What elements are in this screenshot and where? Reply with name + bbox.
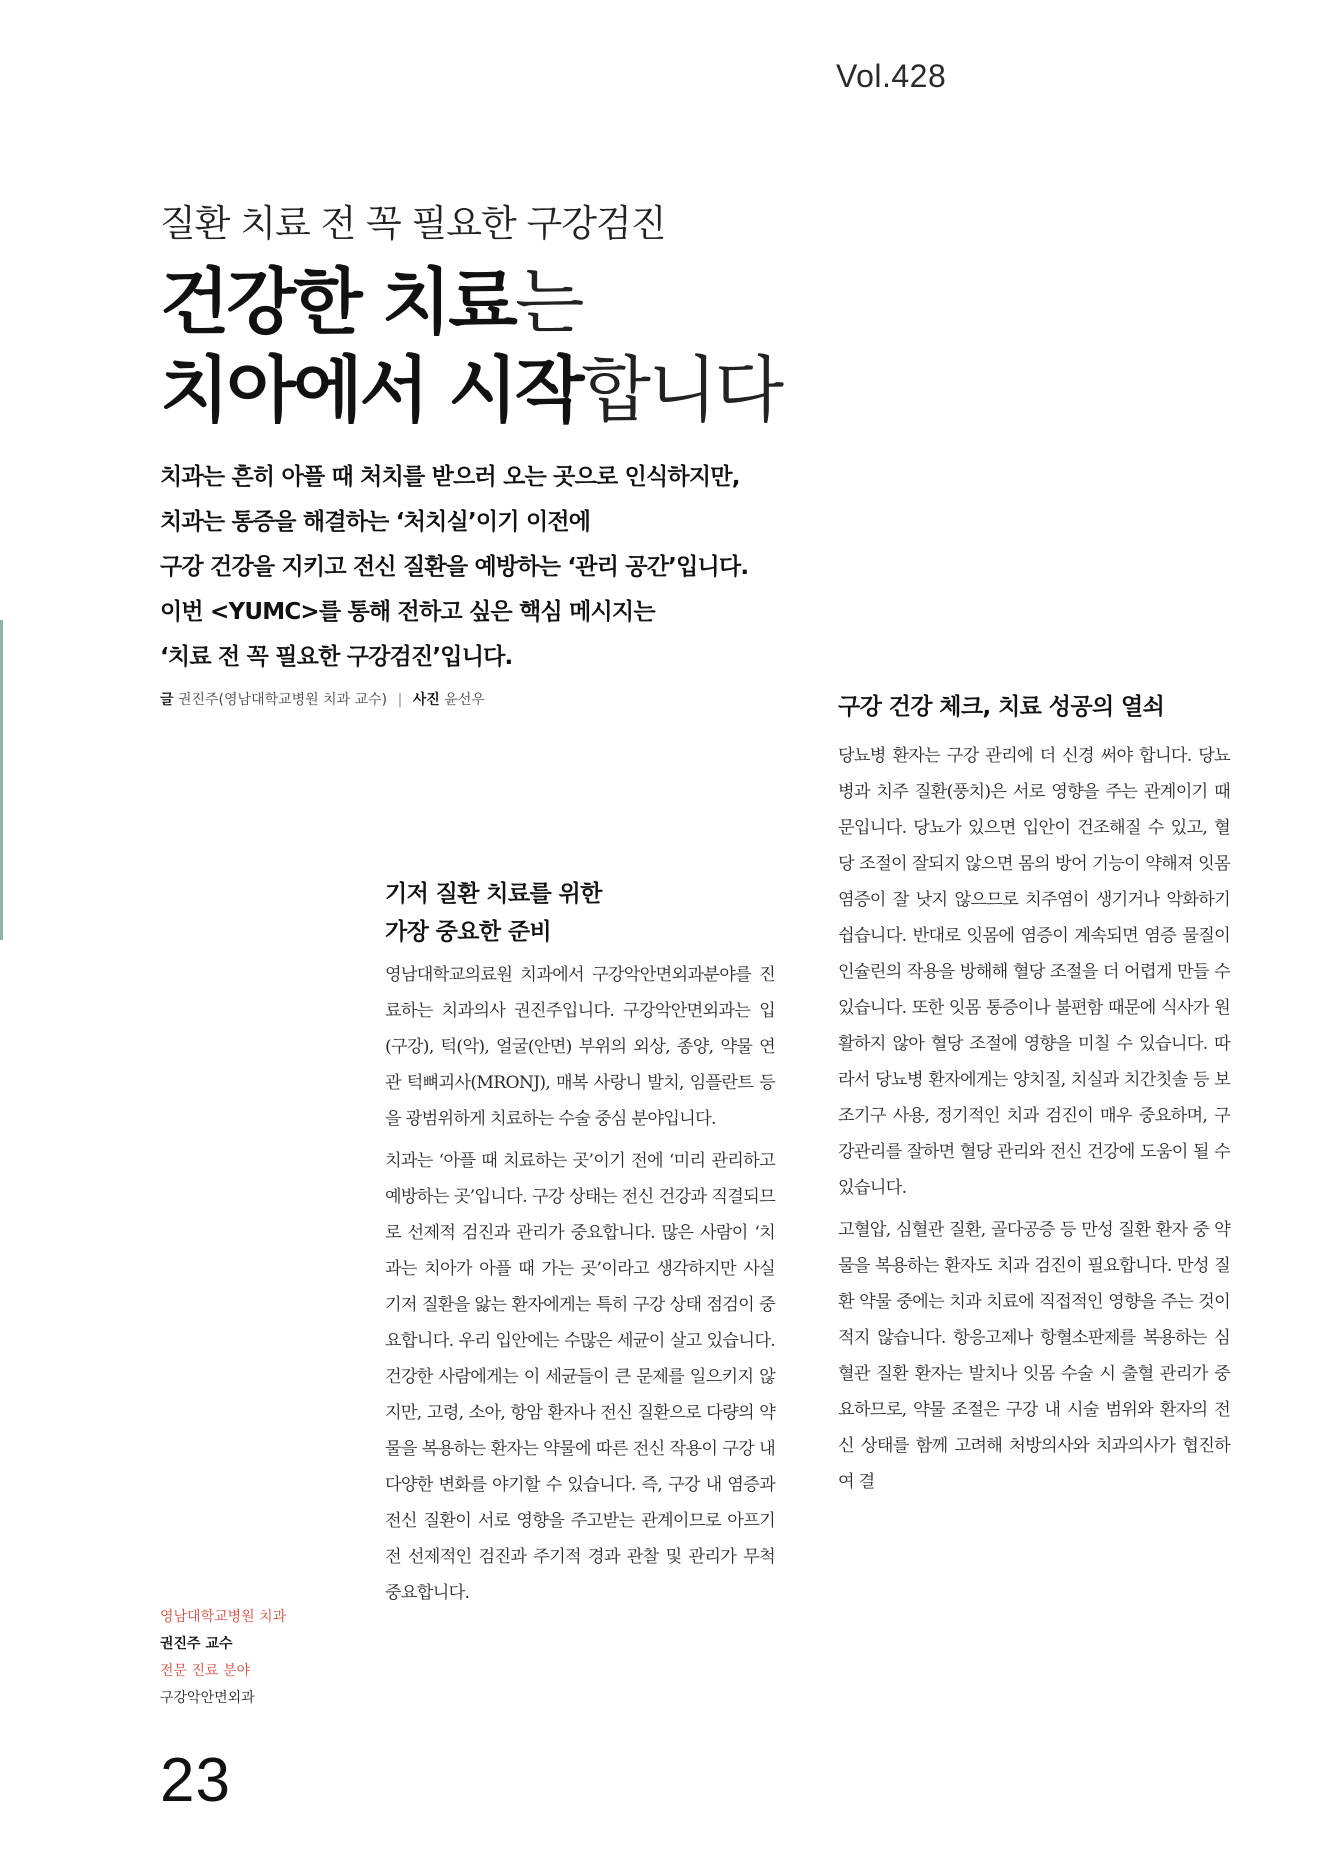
section-1-title (385, 875, 775, 951)
headline-line-1-bold: 건강한 치료 (160, 260, 515, 344)
byline-separator: | (397, 692, 403, 708)
section-1-title-line-1: 기저 질환 치료를 위한 (385, 881, 602, 907)
section-2-title: 구강 건강 체크, 치료 성공의 열쇠 (838, 694, 1165, 720)
article-subtitle: 질환 치료 전 꼭 필요한 구강검진 (160, 202, 666, 245)
headline-line-2 (160, 346, 781, 434)
profile-specialty: 구강악안면외과 (160, 1690, 255, 1706)
lead-line: 치과는 통증을 해결하는 ‘처치실’이기 이전에 (160, 509, 591, 535)
section-1-paragraph: 치과는 ‘아플 때 치료하는 곳’이기 전에 ‘미리 관리하고 예방하는 곳’입니다. 구강 상태는 전신 건강과 직결되므로 선제적 검진과 관리가 중요합니다. 많은 사람이 ‘치과는 치아가 아플 때 가는 곳’이라고 생각하지만 사실 기저 질환을 앓는 환자에게는 특히 구강 상태 점검이 중요합니다. 우리 입안에는 수많은 세균이 살고 있습니다. 건강한 사람에게는 이 세균들이 큰 문제를 일으키지 않지만, 고령, 소아, 항암 환자나 전신 질환으로 다량의 약물을 복용하는 환자는 약물에 따른 전신 작용이 구강 내 다양한 변화를 야기할 수 있습니다. 즉, 구강 내 염증과 전신 질환이 서로 영향을 주고받는 관계이므로 아프기 전 선제적인 검진과 주기적 경과 관찰 및 관리가 무척 중요합니다. (385, 1151, 775, 1603)
headline-line-1 (160, 258, 781, 346)
page-edge-marker (0, 620, 3, 940)
headline-line-2-bold: 치아에서 시작 (160, 348, 582, 432)
byline (160, 689, 485, 709)
lead-line: ‘치료 전 꼭 필요한 구강검진’입니다. (160, 644, 513, 670)
section-1-paragraph: 영남대학교의료원 치과에서 구강악안면외과분야를 진료하는 치과의사 권진주입니다. 구강악안면외과는 입(구강), 턱(악), 얼굴(안면) 부위의 외상, 종양, 약물 연관 턱뼈괴사(MRONJ), 매복 사랑니 발치, 임플란트 등을 광범위하게 치료하는 수술 중심 분야입니다. (385, 965, 775, 1129)
headline-line-1-light: 는 (514, 260, 582, 344)
byline-writer-label: 글 (160, 692, 174, 708)
profile-specialty-label: 전문 진료 분야 (160, 1663, 251, 1679)
lead-paragraph (160, 455, 800, 680)
section-1-title-line-2: 가장 중요한 준비 (385, 919, 552, 945)
article-headline (160, 258, 781, 434)
byline-writer: 권진주(영남대학교병원 치과 교수) (177, 692, 388, 708)
byline-photographer: 윤선우 (444, 692, 485, 708)
profile-hospital: 영남대학교병원 치과 (160, 1609, 287, 1625)
section-middle-column (385, 875, 775, 1617)
byline-photo-label: 사진 (412, 692, 440, 708)
section-2-paragraph: 고혈압, 심혈관 질환, 골다공증 등 만성 질환 환자 중 약물을 복용하는 환자도 치과 검진이 필요합니다. 만성 질환 약물 중에는 치과 치료에 직접적인 영향을 주는 것이 적지 않습니다. 항응고제나 항혈소판제를 복용하는 심혈관 질환 환자는 발치나 잇몸 수술 시 출혈 관리가 중요하므로, 약물 조절은 구강 내 시술 범위와 환자의 전신 상태를 함께 고려해 처방의사와 치과의사가 협진하여 결 (838, 1220, 1230, 1492)
lead-line: 치과는 흔히 아플 때 처치를 받으러 오는 곳으로 인식하지만, (160, 464, 740, 490)
lead-line: 이번 <YUMC>를 통해 전하고 싶은 핵심 메시지는 (160, 599, 655, 625)
author-profile (160, 1604, 286, 1712)
section-2-paragraph: 당뇨병 환자는 구강 관리에 더 신경 써야 합니다. 당뇨병과 치주 질환(풍치)은 서로 영향을 주는 관계이기 때문입니다. 당뇨가 있으면 입안이 건조해질 수 있고, 혈당 조절이 잘되지 않으면 몸의 방어 기능이 약해져 잇몸 염증이 잘 낫지 않으므로 치주염이 생기거나 악화하기 쉽습니다. 반대로 잇몸에 염증이 계속되면 염증 물질이 인슐린의 작용을 방해해 혈당 조절을 더 어렵게 만들 수 있습니다. 또한 잇몸 통증이나 불편함 때문에 식사가 원활하지 않아 혈당 조절에 영향을 미칠 수 있습니다. 따라서 당뇨병 환자에게는 양치질, 치실과 치간칫솔 등 보조기구 사용, 정기적인 치과 검진이 매우 중요하며, 구강관리를 잘하면 혈당 관리와 전신 건강에 도움이 될 수 있습니다. (838, 746, 1230, 1198)
section-right-column (838, 688, 1230, 1506)
volume-label: Vol.428 (836, 58, 947, 94)
headline-line-2-light: 합니다 (581, 348, 782, 432)
profile-name: 권진주 교수 (160, 1636, 233, 1652)
page-number: 23 (160, 1746, 231, 1815)
lead-line: 구강 건강을 지키고 전신 질환을 예방하는 ‘관리 공간’입니다. (160, 554, 749, 580)
